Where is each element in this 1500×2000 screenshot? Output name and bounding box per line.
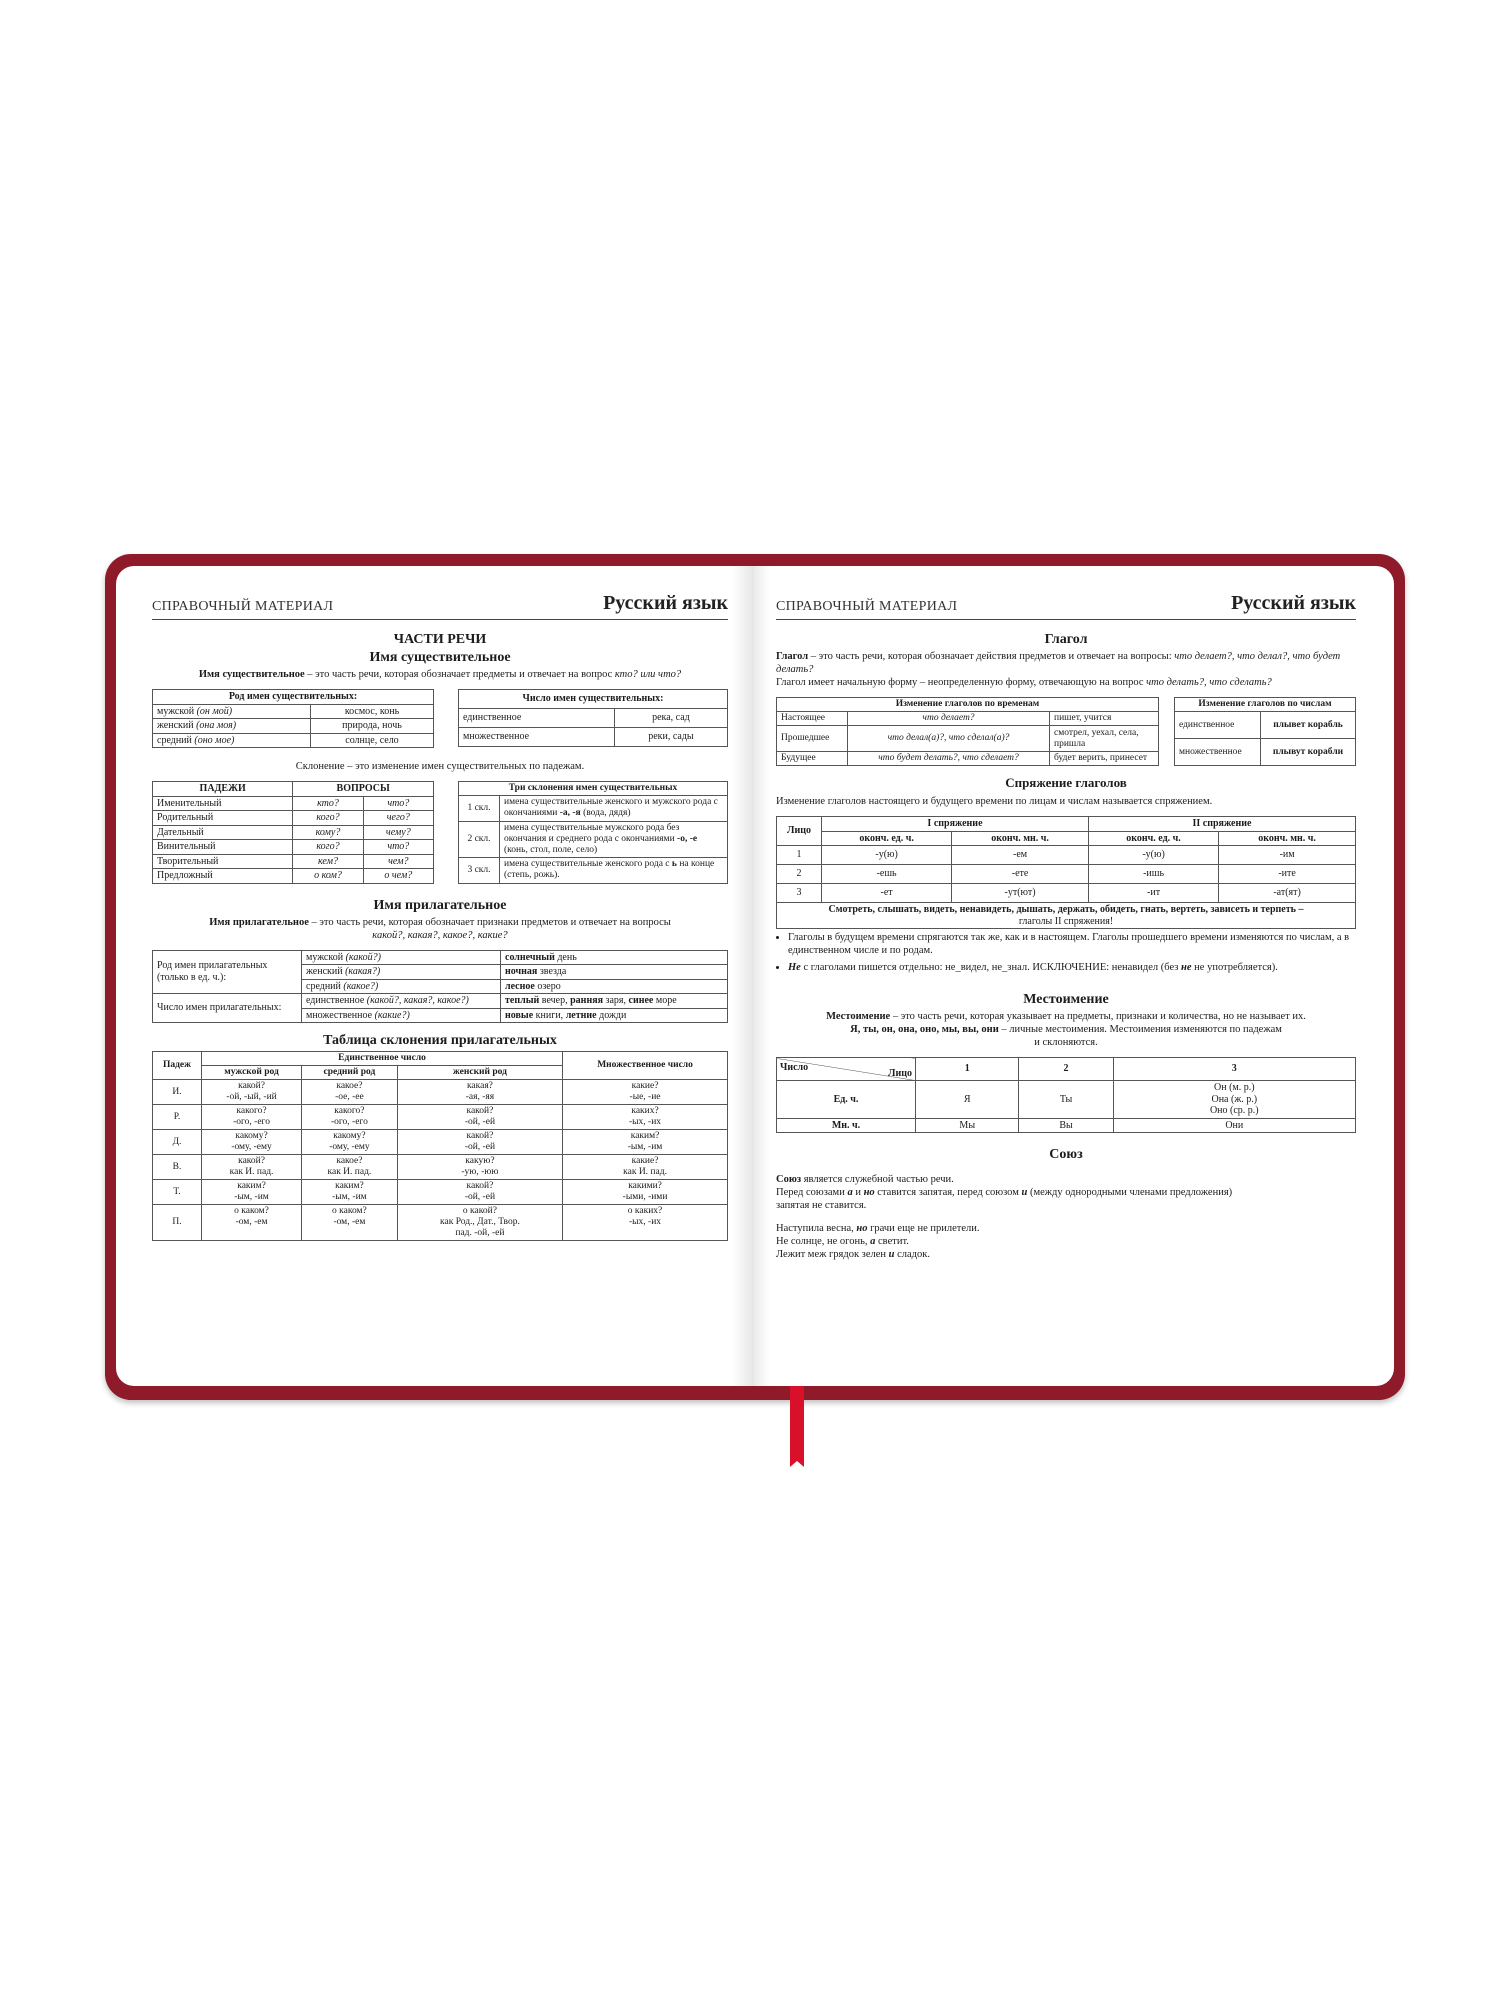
pronoun-heading: Местоимение	[1023, 992, 1109, 1007]
conjunction-heading: Союз	[1049, 1147, 1083, 1162]
subject-title: Русский язык	[603, 592, 728, 614]
noun-definition: Имя существительное – это часть речи, которая обозначает предметы и отвечает на вопрос кто? или что?	[198, 669, 682, 680]
verb-numbers-table: Изменение глаголов по числам единственное плывет корабль множественное плывут корабли	[1174, 697, 1356, 766]
page-header	[152, 592, 728, 620]
conjunction-text: Союз является служебной частью речи. Перед союзами а и но ставится запятая, перед союзом и (между однородными членами предложения) запятая не ставится.	[776, 1174, 1233, 1211]
noun-number-table: Число имен существительных: единственное река, сад множественное реки, сады	[458, 689, 728, 747]
section-label: СПРАВОЧНЫЙ МАТЕРИАЛ	[776, 599, 958, 614]
right-page	[754, 566, 1394, 1386]
declensions-table: Три склонения имен существительных 1 скл. имена существительные женского и мужского рода с окончаниями -а, -я (вода, дядя) 2 скл. имена существительные мужского рода без окончания и среднего рода с окончаниями -о, -е (конь, стол, поле, село) 3 скл. имена существительные женского рода с ь на конце (степь, рожь).	[458, 781, 728, 884]
adjective-definition: Имя прилагательное – это часть речи, которая обозначает признаки предметов и отвечает на вопросы какой?, какая?, какое?, какие?	[209, 916, 671, 941]
verb-notes	[776, 931, 1356, 974]
section-label: СПРАВОЧНЫЙ МАТЕРИАЛ	[152, 599, 334, 614]
adjective-gender-number-table: Род имен прилагательных (только в ед. ч.): мужской (какой?) солнечный день женский (какая?) ночная звезда средний (какое?) лесное озеро Число имен прилагательных: единственное (какой?, какая?, какое?) теплый вечер, ранняя заря, синее море множественное (какие?) новые книги, летние дожди	[152, 950, 728, 1024]
verb-definition: Глагол – это часть речи, которая обозначает действия предметов и отвечает на вопросы: что делает?, что делал?, что будет делать? Глагол имеет начальную форму – неопределенную форму, отвечающую на вопрос что делать?, что сделать?	[776, 651, 1341, 688]
pronoun-table: Число Лицо 1 2 3 Ед. ч. Я Ты Он (м. р.) Она (ж. р.) Оно (ср. р.) Мн. ч. Мы Вы Они	[776, 1057, 1356, 1133]
note-item: • Не с глаголами пишется отдельно: не_видел, не_знал. ИСКЛЮЧЕНИЕ: ненавидел (без не не употребляется).	[788, 961, 1356, 974]
noun-gender-table: Род имен существительных: мужской (он мой) космос, конь женский (она моя) природа, ночь средний (оно мое) солнце, село	[152, 689, 434, 748]
declension-definition: Склонение – это изменение имен существительных по падежам.	[295, 761, 585, 772]
note-item: • Глаголы в будущем времени спрягаются так же, как и в настоящем. Глаголы прошедшего времени изменяются по числам, а в единственном числе и по родам.	[788, 931, 1356, 957]
conjugation-heading: Спряжение глаголов	[1005, 775, 1127, 790]
bookmark-ribbon	[790, 1385, 804, 1461]
conjunction-examples: Наступила весна, но грачи еще не прилетели. Не солнце, не огонь, а светит. Лежит меж грядок зелен и сладок.	[776, 1223, 980, 1260]
adjective-heading: Имя прилагательное	[373, 897, 507, 913]
noun-heading: Имя существительное	[369, 650, 511, 665]
page-header	[776, 592, 1356, 620]
pronoun-definition: Местоимение – это часть речи, которая указывает на предметы, признаки и количества, но не называет их. Я, ты, он, она, оно, мы, вы, они – личные местоимения. Местоимения изменяются по падежам и склоняются.	[826, 1011, 1306, 1048]
verb-heading: Глагол	[1044, 632, 1088, 647]
adjective-declension-table: Падеж Единственное число Множественное число мужской род средний род женский род И. какой? -ой, -ый, -ий какое? -ое, -ее какая? -ая, -яя какие? -ые, -ие Р. какого? -ого, -его какого? -ого, -его какой? -ой, -ей каких? -ых, -их Д. какому? -ому, -ему какому? -ому, -ему какой? -ой, -ей каким? -ым, -им В. какой? как И. пад. какое? как И. пад. какую? -ую, -юю какие? как И. пад. Т. каким? -ым, -им каким? -ым, -им какой? -ой, -ей какими? -ыми, -ими П. о каком? -ом, -ем о каком? -ом, -ем о какой? как Род., Дат., Твор. пад. -ой, -ей о каких? -ых, -их	[152, 1051, 728, 1241]
subject-title: Русский язык	[1231, 592, 1356, 614]
cases-table: ПАДЕЖИ ВОПРОСЫ Именительный кто? что? Родительный кого? чего? Дательный кому? чему? Винительный кого? что? Творительный кем? чем? Предложный о ком? о чем?	[152, 781, 434, 884]
adjective-table-title: Таблица склонения прилагательных	[323, 1033, 557, 1048]
verb-tenses-table: Изменение глаголов по временам Настоящее что делает? пишет, учится Прошедшее что делал(а)?, что сделал(а)? смотрел, уехал, села, пришла Будущее что будет делать?, что сделает? будет верить, принесет	[776, 697, 1159, 766]
conjugation-definition: Изменение глаголов настоящего и будущего времени по лицам и числам называется спряжением.	[776, 796, 1213, 807]
page-title: ЧАСТИ РЕЧИ	[393, 632, 487, 647]
left-page	[116, 566, 754, 1386]
conjugation-table: Лицо I спряжение II спряжение оконч. ед. ч. оконч. мн. ч. оконч. ед. ч. оконч. мн. ч. 1 -у(ю) -ем -у(ю) -им 2 -ешь -ете -ишь -ите 3 -ет -ут(ют) -ит -ат(ят) Смотреть, слышать, видеть, ненавидеть, дышать, держать, обидеть, гнать, вертеть, зависеть и терпеть – глаголы II спряжения!	[776, 816, 1356, 929]
